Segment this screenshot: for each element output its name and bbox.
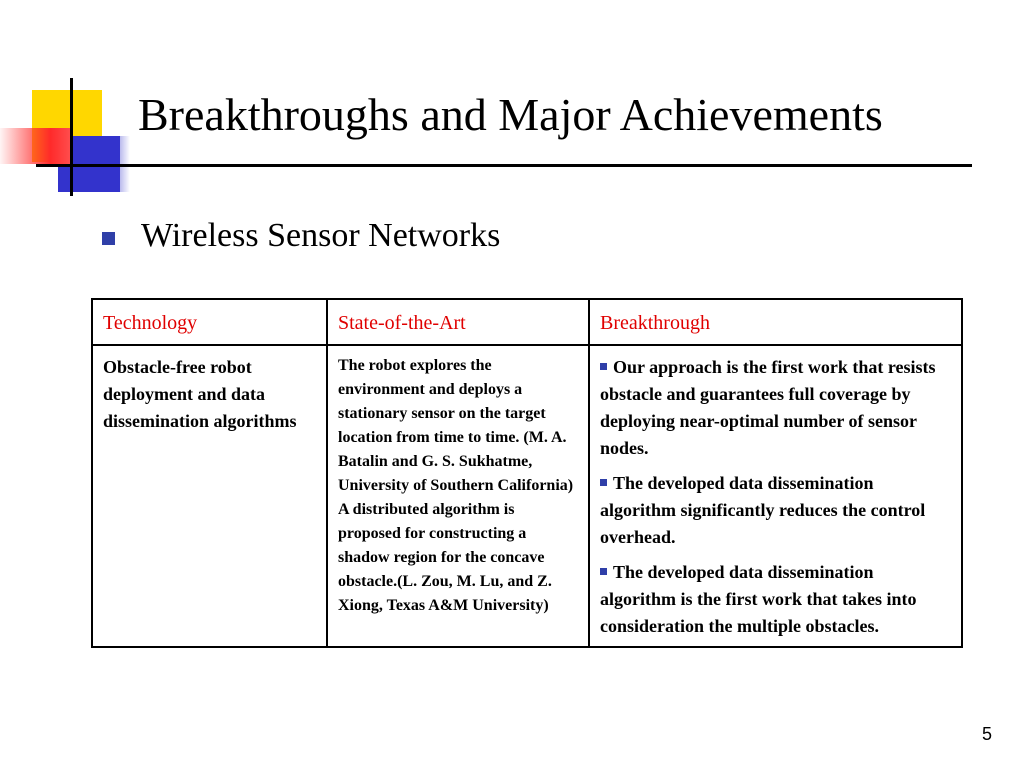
title-underline xyxy=(36,164,972,167)
breakthrough-point-text: Our approach is the first work that resists obstacle and guarantees full coverage by deploying near-optimal number of sensor nodes. xyxy=(600,357,936,458)
cell-state-of-the-art: The robot explores the environment and deploys a stationary sensor on the target location from time to time. (M. A. Batalin and G. S. Sukhatme, University of Southern California) A distributed algorithm is proposed for constructing a shadow region for the concave obstacle.(L. Zou, M. Lu, and Z. Xiong, Texas A&M University) xyxy=(327,345,589,647)
slide-title: Breakthroughs and Major Achievements xyxy=(138,89,883,140)
bullet-text: Wireless Sensor Networks xyxy=(141,217,501,254)
decor-red-bar xyxy=(0,128,72,164)
page-number: 5 xyxy=(981,724,992,744)
square-bullet-icon xyxy=(600,363,607,370)
table-header-row xyxy=(92,299,962,345)
cell-technology: Obstacle-free robot deployment and data dissemination algorithms xyxy=(92,345,327,647)
bullet-item xyxy=(102,214,500,258)
square-bullet-icon xyxy=(600,479,607,486)
square-bullet-icon xyxy=(600,568,607,575)
table-row xyxy=(92,345,962,647)
breakthrough-point xyxy=(600,559,951,640)
breakthrough-point-text: The developed data dissemination algorithm significantly reduces the control overhead. xyxy=(600,473,926,547)
breakthrough-point-text: The developed data dissemination algorithm is the first work that takes into consideration the multiple obstacles. xyxy=(600,562,917,636)
cell-breakthrough xyxy=(589,345,962,647)
square-bullet-icon xyxy=(102,232,115,245)
comparison-table xyxy=(91,298,963,648)
breakthrough-point xyxy=(600,354,951,462)
breakthrough-point xyxy=(600,470,951,551)
header-breakthrough: Breakthrough xyxy=(589,299,962,345)
decor-vertical-line xyxy=(70,78,73,196)
header-state-of-the-art: State-of-the-Art xyxy=(327,299,589,345)
header-technology: Technology xyxy=(92,299,327,345)
